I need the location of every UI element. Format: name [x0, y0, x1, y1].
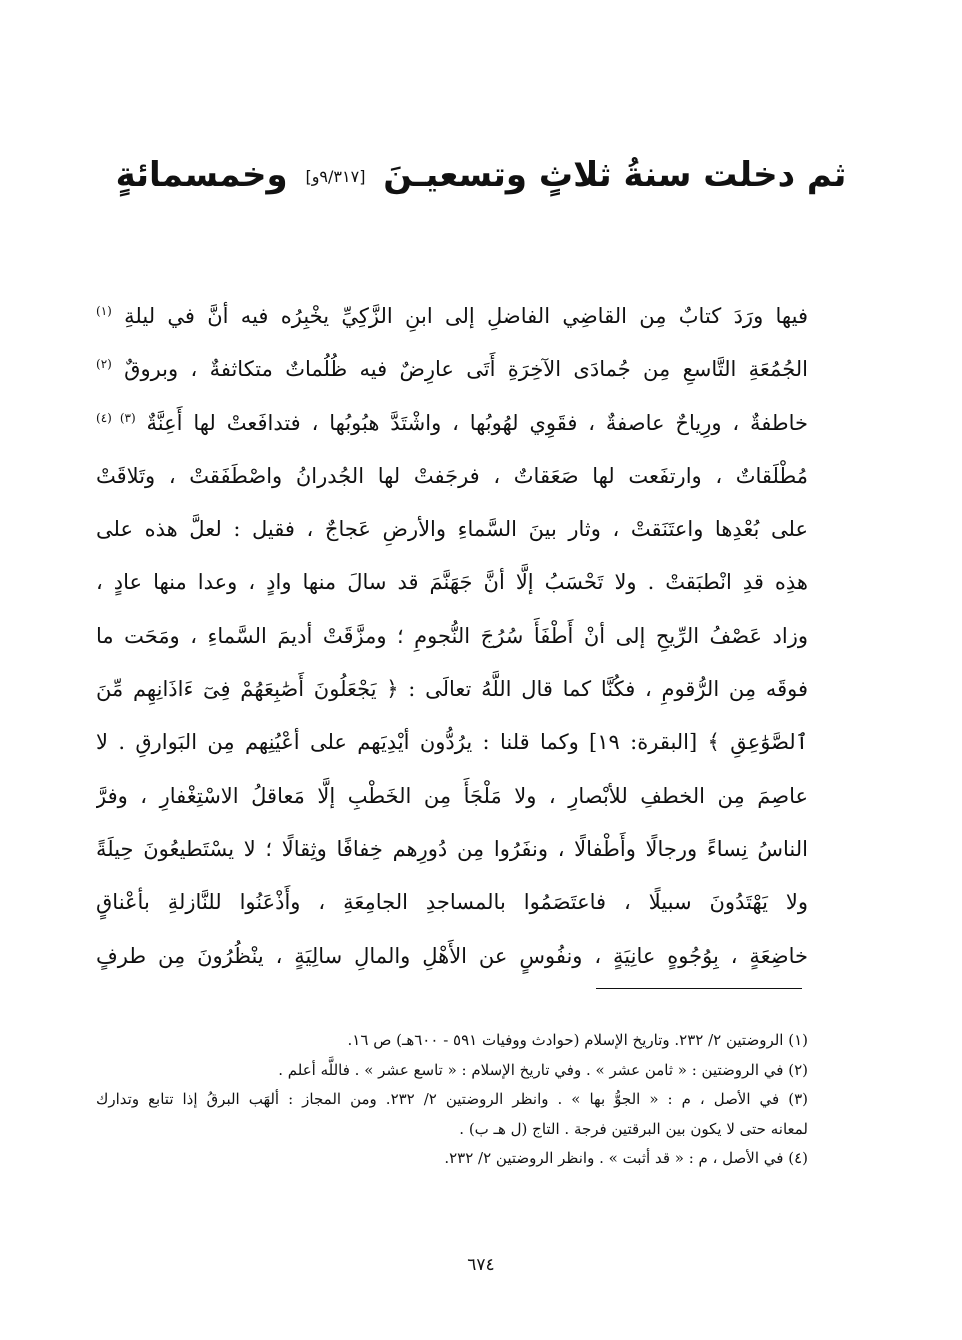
footnote-continuation: لمعانه حتى لا يكون بين البرقتين فرجة . التاج (ل هـ ب) .	[459, 1119, 808, 1138]
text-line: ٱلصَّوَٰعِقِ ﴾ [البقرة: ١٩] وكما قلنا : يرُدُّون أيْدِيَهم على أعْيُنِهم مِن البَوارقِ . لا	[96, 730, 808, 755]
footnotes	[96, 1026, 808, 1174]
text-line: على بُعْدِها واعتَنَقتْ ، وثار بينَ السَّماءِ والأرضِ عَجاجٌ ، فقيل : لعلَّ هذه على	[96, 517, 808, 542]
footnote: (١) الروضتين ٢/ ٢٣٢. وتاريخ الإسلام (حوادث ووفيات ٥٩١ - ٦٠٠هـ) ص ١٦.	[347, 1031, 808, 1049]
main-text	[96, 290, 808, 983]
footnote-reference: (٣) (٤)	[96, 410, 136, 425]
footnote: (٣) في الأصل ، م : « الجوُّ بها » . وانظر الروضتين ٢/ ٢٣٢. ومن المجاز : ألهَب البرقُ إذا تتابع وتدارك	[96, 1090, 808, 1108]
footnote: (٤) في الأصل ، م : « قد أثبت » . وانظر الروضتين ٢/ ٢٣٢.	[444, 1149, 808, 1167]
footnote: (٢) في الروضتين : « ثامن عشر » . وفي تاريخ الإسلام : « تاسع عشر » . فاللَّه أعلم .	[278, 1060, 808, 1079]
chapter-heading	[60, 145, 902, 207]
text-line: الجُمُعَةِ التَّاسعِ مِن جُمادَى الآخِرَةِ أَتَى عارِضٌ فيه ظُلُماتٌ متكاثفةٌ ، وبروقٌ $^{(٢)}$	[96, 357, 808, 382]
text-line: فيها ورَدَ كتابٌ مِن القاضِي الفاضلِ إلى ابنِ الزَّكِيِّ يخْبِرُه فيه أنَّ في ليلةِ $^{(١)}$	[96, 304, 808, 328]
page-number: ٦٧٤	[467, 1255, 495, 1275]
footnote-reference: (١)	[96, 304, 112, 318]
text-line: الناسُ نِساءً ورجالًا وأَطْفالًا ، ونفَرُوا مِن دُورِهم خِفافًا وثِقالًا ؛ لا يسْتَطيعُونَ حِيلَةً	[96, 836, 808, 861]
text-line: هذِه قدِ انْطبَقتْ . ولا تَحْسَبُ إلَّا أنَّ جَهَنَّمَ قد سالَ منها وادٍ ، وعدا منها عادٍ ،	[96, 570, 808, 595]
footnote-reference: (٢)	[96, 357, 112, 372]
text-line: خاطفةٌ ، ورِياحٌ عاصفةٌ ، فقَوِي لهُوبُها ، واشْتَدَّ هبُوبُها ، فتدافَعتْ لها أَعِنَّةٌ $^{(٣) (٤)}$	[96, 410, 808, 435]
text-line: ولا يَهْتَدُونَ سبيلًا ، فاعتَصَمُوا بالمساجدِ الجامِعَةِ ، وأَذْعَنُوا للنَّازلةِ بأعْناقٍ	[96, 890, 808, 915]
text-line: عاصِمَ مِن الخطفِ للأبْصارِ ، ولا مَلْجَأَ مِن الخَطْبِ إلَّا مَعاقلُ الاسْتِغْفارِ ، وفرَّ	[96, 783, 808, 808]
heading-text-end: وخمسمائةٍ	[115, 155, 288, 195]
footnote-separator	[596, 988, 802, 989]
manuscript-folio-marker: [٩/٣١٧و]	[305, 166, 366, 186]
text-line: خاضِعَةٍ ، بِوُجُوهٍ عانِيَةٍ ، ونفُوسٍ عن الأَهْلِ والمالِ سالِيَةٍ ، ينْظُرُونَ مِن طرفٍ	[96, 943, 808, 968]
text-line: وزاد عَصْفُ الرِّيحِ إلى أنْ أَطْفَأَ سُرُجَ النُّجومِ ؛ ومزَّقَتْ أديمَ السَّماءِ ، ومَحَت ما	[96, 623, 808, 648]
text-line: مُطْلَقاتٌ ، وارتفَعت لها صَعَقاتٌ ، فرجَفتْ لها الجُدرانُ واصْطَفَقتْ ، وتَلاقَتْ	[96, 463, 808, 488]
text-line: فوقَه مِن الرُّقومِ ، فكُنَّا كما قال اللَّهُ تعالَى : ﴿ يَجْعَلُونَ أَصَٰبِعَهُمْ فِىٓ ءَاذَانِهِم مِّنَ	[96, 677, 808, 702]
heading-text-start: ثم دخلت سنةُ ثلاثٍ وتسعيـنَ	[383, 155, 847, 195]
